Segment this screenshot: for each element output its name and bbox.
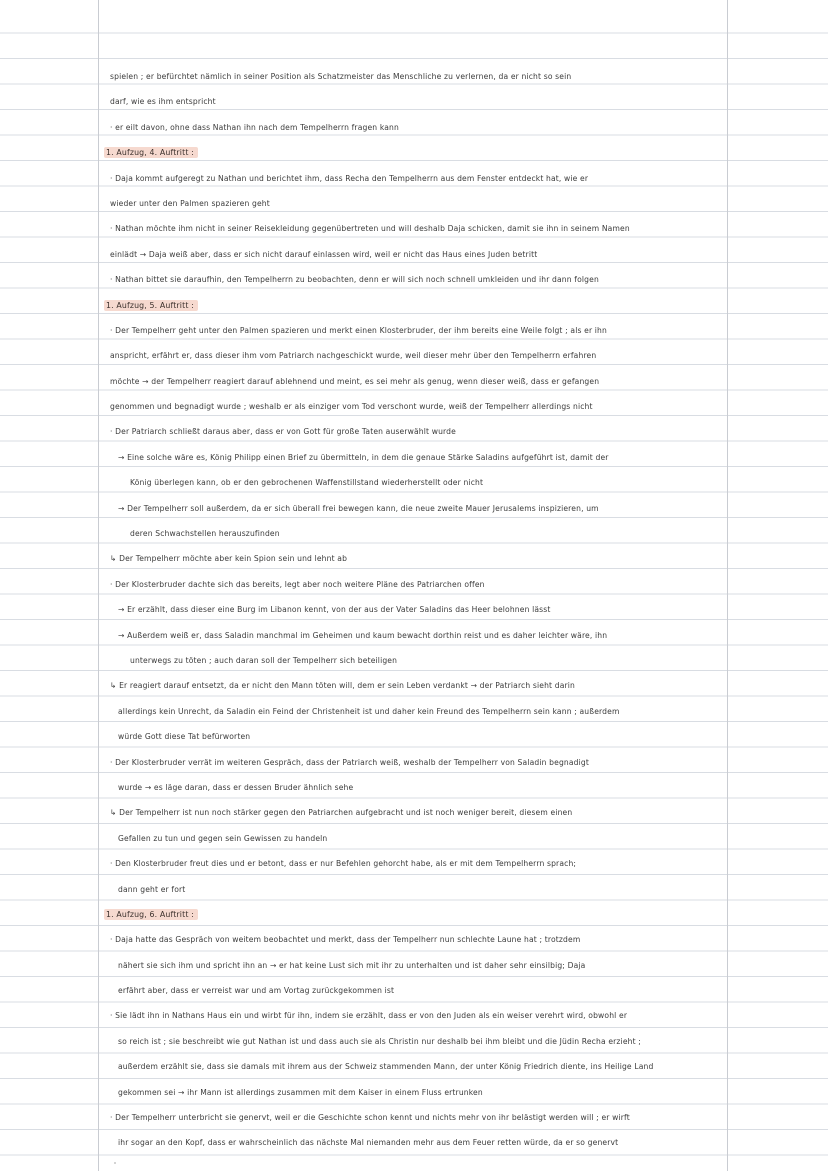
text-line: · Der Tempelherr unterbricht sie genervt, weil er die Geschichte schon kennt und nichts mehr von ihr belästigt werden will ; er wirft [110, 1113, 630, 1123]
left-margin-line [98, 0, 99, 1171]
text-line: Gefallen zu tun und gegen sein Gewissen zu handeln [118, 833, 328, 843]
text-line: König überlegen kann, ob er den gebrochenen Waffenstillstand wiederherstellt oder nicht [130, 478, 484, 488]
text-line: · Der Klosterbruder verrät im weiteren Gespräch, dass der Patriarch weiß, weshalb der Tempelherr von Saladin begnadigt [110, 757, 590, 767]
text-line: → Eine solche wäre es, König Philipp einen Brief zu übermitteln, in dem die genaue Stärke Saladins aufgeführt ist, damit der [118, 452, 609, 462]
text-line: · Daja hatte das Gespräch von weitem beobachtet und merkt, dass der Tempelherr nun schlechte Laune hat ; trotzdem [110, 935, 581, 945]
pen-dot [114, 1162, 116, 1164]
text-line: genommen und begnadigt wurde ; weshalb er als einziger vom Tod verschont wurde, weiß der Tempelherr allerdings nicht [110, 402, 593, 412]
text-line: · Daja kommt aufgeregt zu Nathan und berichtet ihm, dass Recha den Tempelherrn aus dem Fenster entdeckt hat, wie er [110, 173, 589, 183]
text-line: spielen ; er befürchtet nämlich in seiner Position als Schatzmeister das Menschliche zu verlernen, da er nicht so sein [110, 72, 572, 81]
text-line: so reich ist ; sie beschreibt wie gut Nathan ist und dass auch sie als Christin nur deshalb bei ihm bleibt und die Jüdin Recha erzieht ; [118, 1036, 642, 1046]
text-line: · Der Tempelherr geht unter den Palmen spazieren und merkt einen Klosterbruder, der ihm bereits eine Weile folgt ; als er ihn [110, 325, 607, 335]
heading-label: 1. Aufzug, 6. Auftritt : [104, 909, 198, 920]
text-line: ↳ Der Tempelherr ist nun noch stärker gegen den Patriarchen aufgebracht und ist noch weniger bereit, diesem einen [110, 808, 573, 818]
text-line: außerdem erzählt sie, dass sie damals mit ihrem aus der Schweiz stammenden Mann, der unter König Friedrich diente, ins Heilige Land [118, 1062, 654, 1072]
text-line: · Der Patriarch schließt daraus aber, dass er von Gott für große Taten auserwählt wurde [110, 427, 456, 437]
text-line: unterwegs zu töten ; auch daran soll der Tempelherr sich beteiligen [130, 655, 398, 665]
text-line: · Den Klosterbruder freut dies und er betont, dass er nur Befehlen gehorcht habe, als er mit dem Tempelherrn sprach; [110, 859, 577, 869]
text-line: wurde → es läge daran, dass er dessen Bruder ähnlich sehe [118, 782, 354, 792]
text-line: · Sie lädt ihn in Nathans Haus ein und wirbt für ihn, indem sie erzählt, dass er von den Juden als ein weiser verehrt wird, obwohl er [110, 1011, 628, 1021]
text-line: wieder unter den Palmen spazieren geht [110, 198, 270, 208]
text-line: → Außerdem weiß er, dass Saladin manchmal im Geheimen und kaum bewacht dorthin reist und es daher leichter wäre, ihn [118, 630, 608, 640]
heading-label: 1. Aufzug, 5. Auftritt : [104, 300, 198, 311]
text-line: · Nathan bittet sie daraufhin, den Tempelherrn zu beobachten, denn er will sich noch schnell umkleiden und ihr dann folgen [110, 275, 599, 285]
handwritten-notes [104, 64, 720, 1156]
text-line: ↳ Er reagiert darauf entsetzt, da er nicht den Mann töten will, dem er sein Leben verdankt → der Patriarch sieht darin [110, 681, 576, 691]
text-line: anspricht, erfährt er, dass dieser ihm vom Patriarch nachgeschickt wurde, weil dieser mehr über den Tempelherrn erfahren [110, 351, 597, 361]
section-heading-1-5 [104, 293, 720, 318]
text-line: allerdings kein Unrecht, da Saladin ein Feind der Christenheit ist und daher kein Freund des Tempelherrn sein kann ; außerdem [118, 706, 620, 716]
text-line: deren Schwachstellen herauszufinden [130, 529, 280, 539]
text-line: einlädt → Daja weiß aber, dass er sich nicht darauf einlassen wird, weil er nicht das Haus eines Juden betritt [110, 249, 538, 259]
text-line: ihr sogar an den Kopf, dass er wahrscheinlich das nächste Mal niemanden mehr aus dem Feuer retten würde, da er so genervt [118, 1138, 619, 1148]
text-line: möchte → der Tempelherr reagiert darauf ablehnend und meint, es sei mehr als genug, wenn dieser weiß, dass er gefangen [110, 376, 600, 386]
text-line: ↳ Der Tempelherr möchte aber kein Spion sein und lehnt ab [110, 554, 348, 564]
text-line: → Der Tempelherr soll außerdem, da er sich überall frei bewegen kann, die neue zweite Mauer Jerusalems inspizieren, um [118, 503, 599, 513]
right-margin-line [727, 0, 728, 1171]
text-line: nähert sie sich ihm und spricht ihn an → er hat keine Lust sich mit ihr zu unterhalten und ist daher sehr einsilbig; Daja [118, 960, 586, 970]
text-line: → Er erzählt, dass dieser eine Burg im Libanon kennt, von der aus der Vater Saladins das Heer belohnen lässt [118, 605, 551, 615]
text-line: · er eilt davon, ohne dass Nathan ihn nach dem Tempelherrn fragen kann [110, 122, 399, 132]
text-line: erfährt aber, dass er verreist war und am Vortag zurückgekommen ist [118, 986, 395, 996]
text-line: dann geht er fort [118, 884, 186, 894]
section-heading-1-6 [104, 902, 720, 927]
text-line: · Nathan möchte ihm nicht in seiner Reisekleidung gegenübertreten und will deshalb Daja schicken, damit sie ihn in seinem Namen [110, 224, 630, 234]
heading-label: 1. Aufzug, 4. Auftritt : [104, 147, 198, 158]
text-line: gekommen sei → ihr Mann ist allerdings zusammen mit dem Kaiser in einem Fluss ertrunken [118, 1087, 483, 1097]
text-line: · Der Klosterbruder dachte sich das bereits, legt aber noch weitere Pläne des Patriarchen offen [110, 579, 485, 589]
text-line: würde Gott diese Tat befürworten [118, 732, 251, 742]
section-heading-1-4 [104, 140, 720, 165]
text-line: darf, wie es ihm entspricht [110, 97, 216, 107]
